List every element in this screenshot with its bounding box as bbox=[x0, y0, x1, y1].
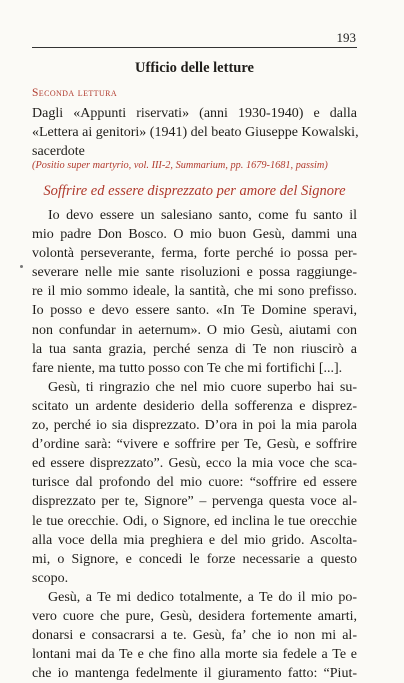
body-line: mio padre Don Bosco. O mio buon Gesù, dammi una bbox=[32, 227, 357, 243]
body-line: turisce dal profondo del mio cuore: “soffrire ed essere bbox=[32, 475, 357, 491]
citation bbox=[32, 160, 362, 171]
source-line: «Lettera ai genitori» (1941) del beato Giuseppe Kowalski, bbox=[32, 125, 359, 140]
source-line: sacerdote bbox=[32, 144, 85, 159]
body-line: fare niente, ma tutto posso con Te che mi fortifichi [...]. bbox=[32, 360, 343, 376]
body-line: che io mantenga fedelmente il giuramento fatto: “Piut- bbox=[32, 666, 357, 682]
header-rule bbox=[32, 47, 357, 48]
body-line: zo, perché io sia disprezzato. D’ora in poi la mia parola bbox=[32, 418, 357, 434]
body-line: Io devo essere un salesiano santo, come fu santo il bbox=[48, 208, 357, 223]
body-line: mi, o Signore, e concedi le forze necessarie a questo bbox=[32, 551, 357, 567]
body-line: donarsi e consacrarsi a te. Gesù, fa’ che io non mi al- bbox=[32, 628, 357, 644]
body-line: re il mio sommo ideale, la santità, che mi sono prefisso. bbox=[32, 284, 357, 300]
section-label-text: Seconda lettura bbox=[32, 87, 118, 99]
body-line: non confundar in aeternum». O mio Gesù, aiutami con bbox=[32, 322, 357, 338]
body-line: lontani mai da Te e che fino alla morte sia fedele a Te e bbox=[32, 647, 357, 663]
body-line: severare nelle mie sante risoluzioni e possa raggiunge- bbox=[32, 265, 357, 281]
citation-detail: vol. III-2, Summarium, pp. 1679-1681, bbox=[131, 160, 296, 171]
body-line: scitato un ardente desiderio della sofferenza e disprez- bbox=[32, 398, 357, 414]
body-line: vero cuore che pure, Gesù, desidera fortemente amarti, bbox=[32, 608, 357, 624]
body-line: Gesù, a Te mi dedico totalmente, a Te do il mio po- bbox=[48, 589, 357, 605]
reading-body bbox=[32, 206, 357, 683]
section-label bbox=[32, 87, 117, 99]
citation-work: Positio super martyrio, bbox=[35, 160, 132, 171]
body-line: le tue orecchie. Odi, o Signore, ed inclina le tue orecchie bbox=[32, 513, 357, 529]
reading-heading: Soffrire ed essere disprezzato per amore del Signore bbox=[43, 183, 346, 199]
body-line: Gesù, ti ringrazio che nel mio cuore superbo hai su- bbox=[48, 379, 357, 395]
page-number: 193 bbox=[336, 30, 356, 45]
body-line: scopo. bbox=[32, 570, 69, 586]
citation-open: ( bbox=[32, 160, 36, 171]
office-title: Ufficio delle letture bbox=[135, 60, 254, 76]
body-line: ed essere disprezzato”. Gesù, ecco la mia voce che sca- bbox=[32, 456, 357, 472]
body-line: la tua santa grazia, perché senza di Te non riuscirò a bbox=[32, 341, 357, 357]
body-line: d’ordine sarà: “vivere e soffrire per Te, Gesù, e soffrire bbox=[32, 437, 357, 453]
source-line: Dagli «Appunti riservati» (anni 1930-1940) e dalla bbox=[32, 106, 357, 121]
body-line: Io posso e devo essere santo. «In Te Domine speravi, bbox=[32, 303, 357, 319]
citation-passim: passim) bbox=[295, 160, 328, 171]
source-attribution bbox=[32, 104, 357, 161]
body-line: disprezzato per te, Signore” – pervenga questa voce al- bbox=[32, 494, 357, 510]
margin-mark bbox=[20, 265, 23, 268]
body-line: alla voce della mia preghiera e del mio grido. Ascolta- bbox=[32, 532, 357, 548]
body-line: volontà perseverante, ferma, forte perché io possa per- bbox=[32, 246, 357, 262]
